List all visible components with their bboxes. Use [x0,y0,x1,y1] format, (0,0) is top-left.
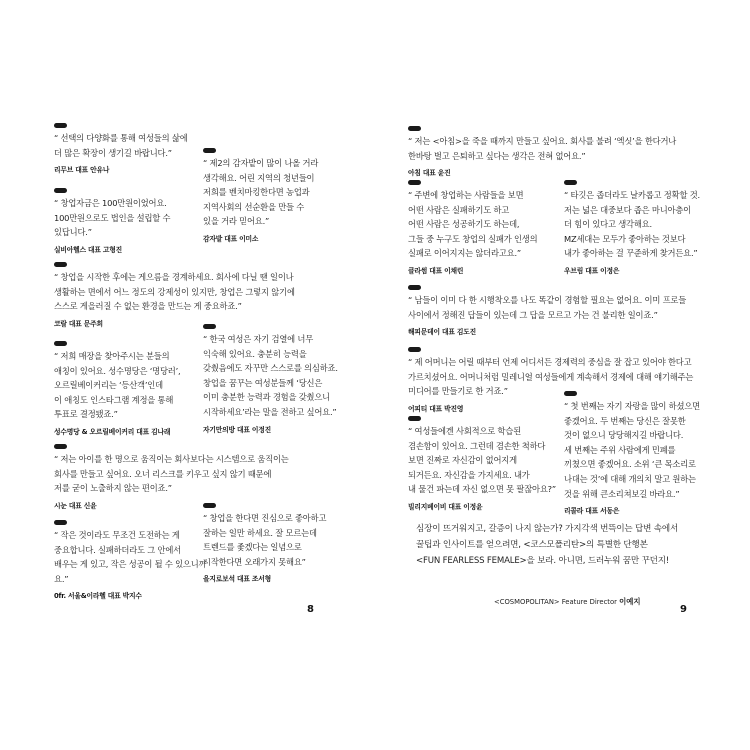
quote-block [54,444,364,510]
quote-marker [408,416,421,421]
quote-text: “ 제 어머니는 어릴 때부터 언제 어디서든 경제력의 중심을 잘 잡고 있어야 한다고 가르치셨어요. 어머니처럼 밀레니얼 여성들에게 계속해서 경제에 대해 얘기해주는 미디어를 만들기로 한 거죠.” [408,357,694,397]
quote-author: 성수명당 & 오르릴베이커리 대표 김나래 [54,427,171,436]
quote-author: 감자밭 대표 이미소 [203,234,259,243]
quote-block [203,148,368,243]
quote-text: “ 저희 매장을 찾아주시는 분들의 애칭이 있어요. 성수명당은 ‘명당러’, 오르릴베이커리는 ‘등산객’인데 이 애칭도 인스타그램 계정을 통해 투표로 결정됐죠.” [54,351,181,420]
quote-author: 자기만의방 대표 이정진 [203,425,271,434]
closing-paragraph: 심장이 뜨거워지고, 갈증이 나지 않는가? 가지각색 번뜩이는 답변 속에서 꿀팁과 인사이트를 얻으려면, <코스모폴리탄>의 특별한 단행본 <FUN FEARLESS FEMALE>을 보라. 아니면, 드러누워 꿈만 꾸던지! [416,524,679,567]
page-number: 9 [680,604,687,615]
quote-text: “ 주변에 창업하는 사람들을 보면 어떤 사람은 실패하기도 하고 어떤 사람은 성공하기도 하는데, 그들 중 누구도 창업의 실패가 인생의 실패로 이어지지는 않더라고요.” [408,190,538,259]
quote-block [203,503,368,583]
quote-marker [54,520,67,525]
quote-text: “ 타깃은 좁더라도 날카롭고 정확할 것. 저는 넓은 대중보다 좁은 마니아층이 더 힘이 있다고 생각해요. MZ세대는 모두가 좋아하는 것보다 내가 좋아하는 걸 꾸준하게 찾거든요.” [564,190,700,259]
quote-marker [54,341,67,346]
quote-text: “ 여성들에겐 사회적으로 학습된 겸손함이 있어요. 그런데 겸손한 척하다 보면 진짜로 자신감이 없어지게 되거든요. 자신감을 가지세요. 내가 내 물건 파는데 자신 없으면 못 팔잖아요?” [408,426,556,495]
quote-marker [54,188,67,193]
page-number: 8 [307,604,314,615]
quote-text: “ 저는 아이를 한 명으로 움직이는 회사보다는 시스템으로 움직이는 회사를 만들고 싶어요. 오너 리스크를 키우고 싶지 않기 때문에 저를 굳이 노출하지 않는 편이죠.” [54,454,289,494]
quote-text: “ 작은 것이라도 무조건 도전하는 게 중요합니다. 실패하더라도 그 안에서 배우는 게 있고, 작은 성공이 될 수 있으니까요.” [54,530,207,584]
quote-text: “ 남들이 이미 다 한 시행착오를 나도 똑같이 경험할 필요는 없어요. 이미 프로들 사이에서 정해진 답들이 있는데 그 답을 모르고 가는 건 불리한 일이죠.” [408,295,687,320]
quote-marker [54,444,67,449]
quote-block [54,188,214,254]
quote-block [54,341,214,436]
quote-block [408,126,728,177]
quote-block [54,520,214,600]
quote-author: 0fr. 서울&이라헬 대표 박지수 [54,592,142,601]
quote-text: “ 한국 여성은 자기 검열에 너무 익숙해 있어요. 충분히 능력을 갖췄음에도 자꾸만 스스로를 의심하죠. 창업을 꿈꾸는 여성분들께 ‘당신은 이미 충분한 능력과 경험을 갖췄으니 시작하세요’라는 말을 전하고 싶어요.” [203,334,338,417]
quote-marker [408,285,421,290]
quote-author: 시눈 대표 신윤 [54,501,97,510]
credit-line [494,596,641,607]
quote-text: “ 선택의 다양화를 통해 여성들의 삶에 더 많은 확장이 생기길 바랍니다.” [54,133,188,158]
quote-author: 빌리지베이비 대표 이정윤 [408,502,483,511]
quote-block [54,123,214,174]
quote-marker [203,503,216,508]
quote-author: 을지로보석 대표 조서형 [203,575,271,584]
quote-block [408,285,738,336]
quote-marker [54,123,67,128]
quote-author: 리무브 대표 안유나 [54,166,110,175]
quote-block [564,391,744,515]
quote-marker [408,126,421,131]
quote-marker [408,180,421,185]
quote-text: “ 창업자금은 100만원이었어요. 100만원으로도 법인을 설립할 수 있답니다.” [54,198,171,238]
quote-author: 해피문데이 대표 김도진 [408,328,476,337]
quote-text: “ 창업을 한다면 진심으로 좋아하고 잘하는 일만 하세요. 잘 모르는데 트렌드를 좇겠다는 일념으로 시작한다면 오래가지 못해요” [203,513,327,567]
quote-text: “ 창업을 시작한 후에는 게으름을 경계하세요. 회사에 다닐 땐 일이나 생활하는 면에서 어느 정도의 강제성이 있지만, 창업은 그렇지 않기에 스스로 게을러질 수 없는 환경을 만드는 게 중요하죠.” [54,272,295,312]
quote-marker [564,391,577,396]
quote-block [203,324,373,434]
quote-block [408,416,583,511]
credit-name: 이예지 [619,597,641,606]
quote-author: 코랄 대표 문주희 [54,319,103,328]
quote-text: “ 저는 <아침>을 죽을 때까지 만들고 싶어요. 회사를 불려 ‘엑싯’을 한다거나 한바탕 벌고 은퇴하고 싶다는 생각은 전혀 없어요.” [408,136,677,161]
credit-label: <COSMOPOLITAN> Feature Director [494,598,617,606]
quote-block [564,180,744,275]
quote-author: 리콜라 대표 서동은 [564,507,620,516]
quote-author: 실비아헬스 대표 고형진 [54,245,122,254]
quote-block [408,180,573,275]
quote-text: “ 첫 번째는 자기 자랑을 많이 하셨으면 좋겠어요. 두 번째는 당신은 잘못한 것이 없으니 당당해지길 바랍니다. 세 번째는 주위 사람에게 민폐를 끼쳤으면 좋겠어요. 소위 ‘큰 목소리로 나대는 것’에 대해 개의치 말고 원하는 것을 위해 큰소리쳐보길 바라요.” [564,401,700,499]
quote-marker [54,262,67,267]
quote-author: 우브림 대표 이정은 [564,266,620,275]
quote-marker [408,347,421,352]
quote-marker [203,324,216,329]
quote-author: 아침 대표 윤진 [408,169,451,178]
quote-block [54,262,364,328]
quote-text: “ 제2의 감자밭이 많이 나올 거라 생각해요. 어린 지역의 청년들이 저희를 벤치마킹한다면 농업과 지역사회의 선순환을 만들 수 있을 거라 믿어요.” [203,158,319,227]
quote-marker [564,180,577,185]
quote-marker [203,148,216,153]
right-page [375,0,750,750]
quote-author: 클라썸 대표 이채린 [408,266,464,275]
quote-author: 어피티 대표 박진영 [408,404,464,413]
